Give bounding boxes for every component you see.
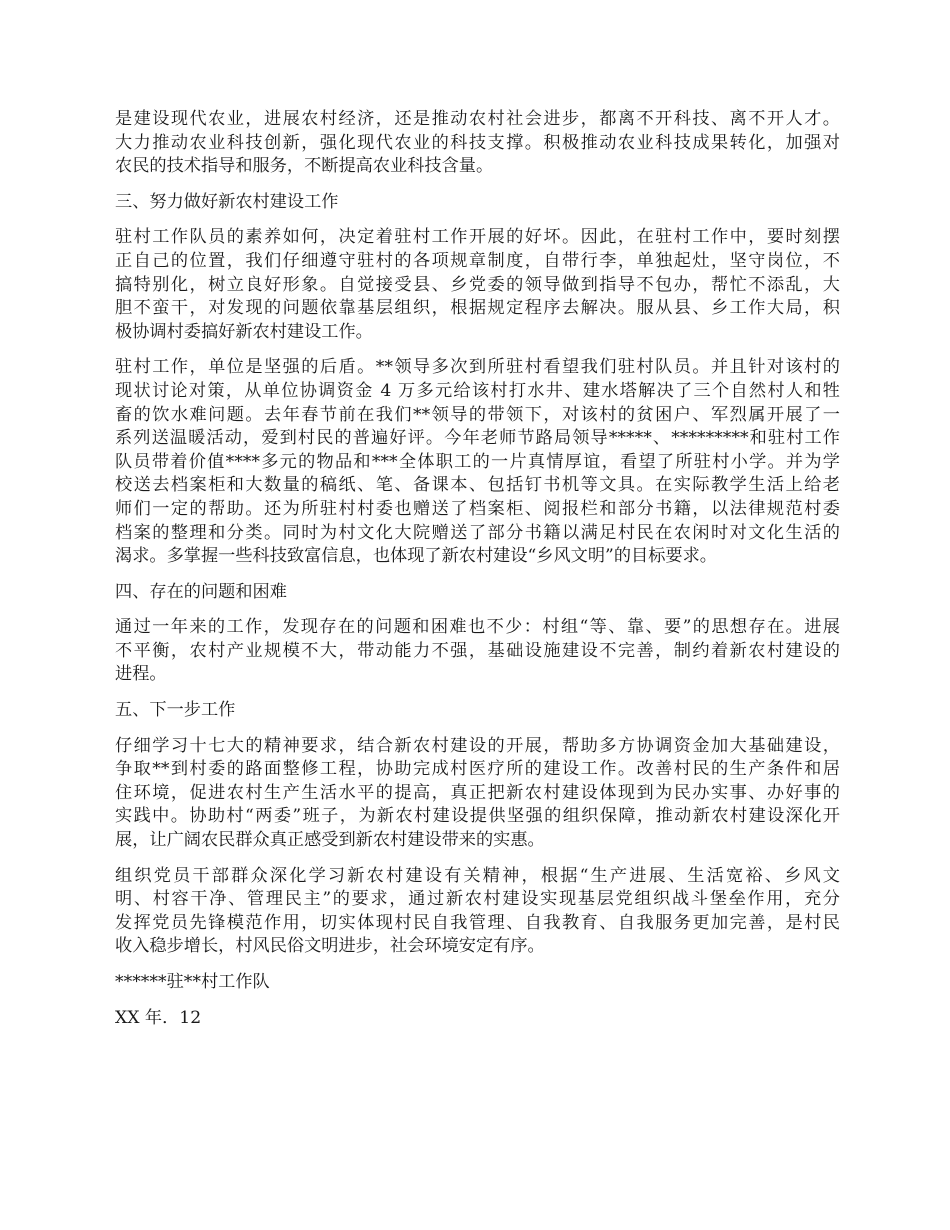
text-line: 不平衡，农村产业规模不大，带动能力不强，基础设施建设不完善，制约着新农村建设的 xyxy=(115,640,840,661)
text-line: 仔细学习十七大的精神要求，结合新农村建设的开展，帮助多方协调资金加大基础建设， xyxy=(115,735,840,756)
paragraph-unit-support xyxy=(115,356,840,568)
text-line: 渴求。多掌握一些科技致富信息，也体现了新农村建设“乡风文明”的目标要求。 xyxy=(115,546,717,567)
text-line: 系列送温暖活动，爱到村民的普遍好评。今年老师节路局领导*****、*********和驻村工作 xyxy=(115,428,840,449)
text-line: 搞特别化，树立良好形象。自觉接受县、乡党委的领导做到指导不包办，帮忙不添乱，大 xyxy=(115,274,840,295)
text-line: 队员带着价值****多元的物品和***全体职工的一片真情厚谊，看望了所驻村小学。并为学 xyxy=(115,451,840,472)
text-line: 展，让广阔农民群众真正感受到新农村建设带来的实惠。 xyxy=(115,830,545,851)
text-line: 现状讨论对策，从单位协调资金 4 万多元给该村打水井、建水塔解决了三个自然村人和牲 xyxy=(115,380,840,401)
text-line: 发挥党员先锋模范作用，切实体现村民自我管理、自我教育、自我服务更加完善，是村民 xyxy=(115,912,840,933)
text-line: 实践中。协助村“两委”班子，为新农村建设提供坚强的组织保障，推动新农村建设深化开 xyxy=(115,806,840,827)
text-line: 是建设现代农业，进展农村经济，还是推动农村社会进步，都离不开科技、离不开人才。 xyxy=(115,109,840,129)
text-line: 收入稳步增长，村风民俗文明进步，社会环境安定有序。 xyxy=(115,936,545,957)
text-line: 大力推动农业科技创新，强化现代农业的科技支撑。积极推动农业科技成果转化，加强对 xyxy=(115,132,840,153)
text-line: 校送去档案柜和大数量的稿纸、笔、备课本、包括钉书机等文具。在实际教学生活上给老 xyxy=(115,475,840,496)
section-heading-3: 三、努力做好新农村建设工作 xyxy=(115,191,339,212)
text-line: 进程。 xyxy=(115,664,167,685)
text-line: 住环境，促进农村生产生活水平的提高，真正把新农村建设体现到为民办实事、办好事的 xyxy=(115,782,840,803)
paragraph-team-quality xyxy=(115,226,840,344)
text-line: 师们一定的帮助。还为所驻村村委也赠送了档案柜、阅报栏和部分书籍，以法律规范村委 xyxy=(115,498,840,519)
text-line: 正自己的位置，我们仔细遵守驻村的各项规章制度，自带行李，单独起灶，坚守岗位，不 xyxy=(115,250,840,271)
text-line: 明、村容干净、管理民主”的要求，通过新农村建设实现基层党组织战斗堡垒作用，充分 xyxy=(115,889,840,910)
paragraph-next-steps xyxy=(115,735,840,853)
text-line: 通过一年来的工作，发现存在的问题和困难也不少：村组“等、靠、要”的思想存在。进展 xyxy=(115,617,840,638)
text-line: 档案的整理和分类。同时为村文化大院赠送了部分书籍以满足村民在农闲时对文化生活的 xyxy=(115,522,840,543)
text-line: 胆不蛮干，对发现的问题依靠基层组织，根据规定程序去解决。服从县、乡工作大局，积 xyxy=(115,298,840,319)
section-heading-4: 四、存在的问题和困难 xyxy=(115,581,287,602)
paragraph-party-organization xyxy=(115,865,840,959)
section-heading-5: 五、下一步工作 xyxy=(115,700,236,721)
text-line: 农民的技术指导和服务，不断提高农业科技含量。 xyxy=(115,156,494,177)
text-line: 争取**到村委的路面整修工程，协助完成村医疗所的建设工作。改善村民的生产条件和居 xyxy=(115,759,840,780)
text-line: 畜的饮水难问题。去年春节前在我们**领导的带领下，对该村的贫困户、军烈属开展了一 xyxy=(115,404,840,425)
document-page xyxy=(115,108,840,1042)
paragraph-problems xyxy=(115,616,840,687)
paragraph-intro-tech xyxy=(115,108,840,179)
text-line: 组织党员干部群众深化学习新农村建设有关精神，根据“生产进展、生活宽裕、乡风文 xyxy=(115,865,840,886)
text-line: 驻村工作，单位是坚强的后盾。**领导多次到所驻村看望我们驻村队员。并且针对该村的 xyxy=(115,357,840,378)
text-line: 极协调村委搞好新农村建设工作。 xyxy=(115,321,373,342)
signature-team: ******驻**村工作队 xyxy=(115,972,270,992)
signature-date: XX 年．12 xyxy=(115,1007,202,1028)
text-line: 驻村工作队员的素养如何，决定着驻村工作开展的好坏。因此，在驻村工作中，要时刻摆 xyxy=(115,227,840,248)
